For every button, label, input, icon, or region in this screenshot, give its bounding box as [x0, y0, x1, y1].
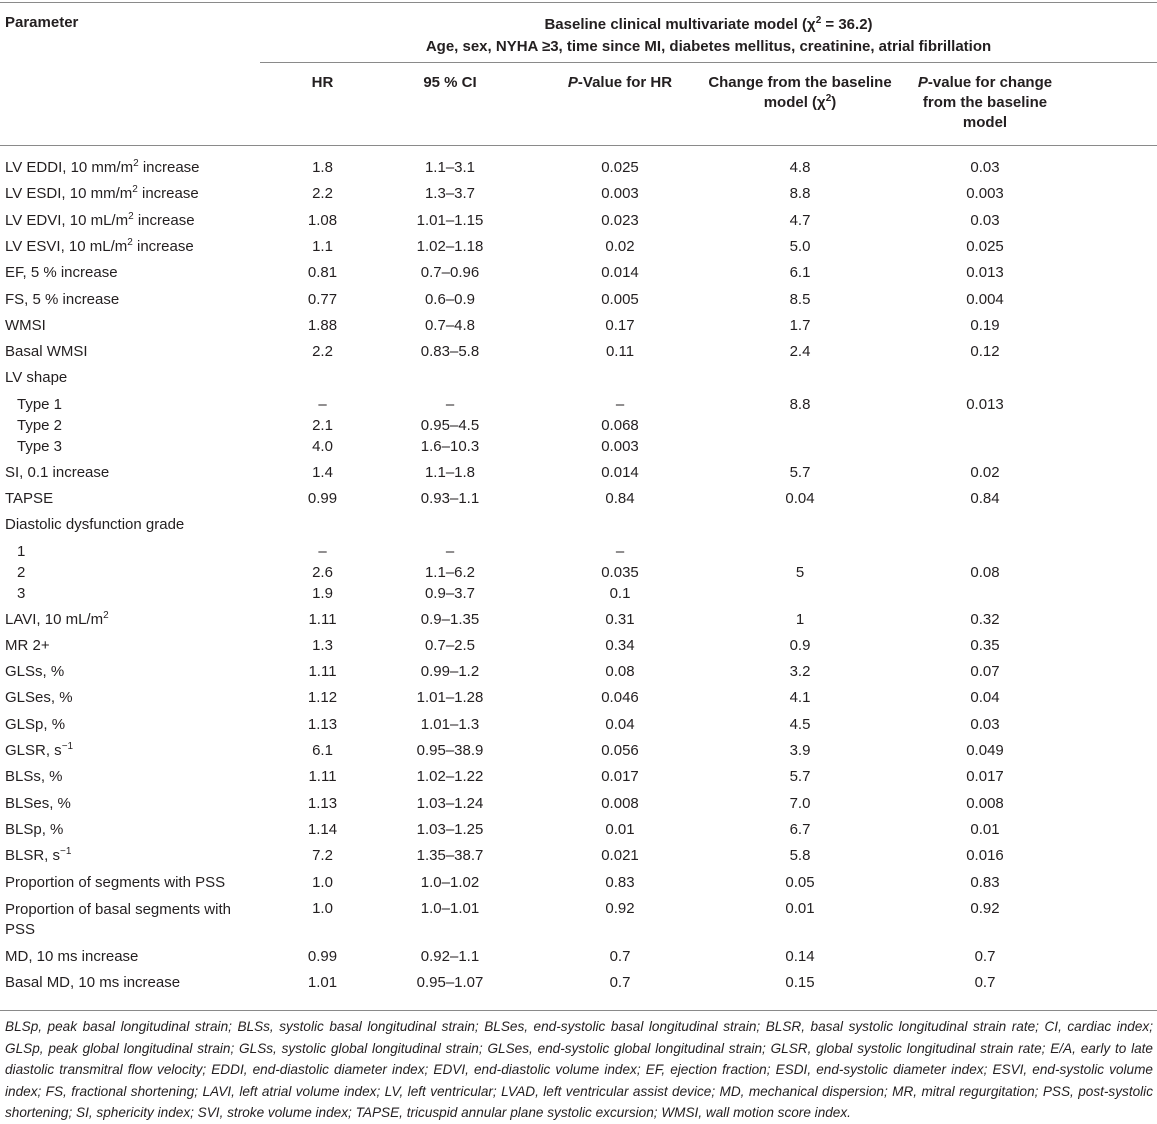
ci-value: 1.01–1.28 [416, 689, 484, 706]
ci-value: 0.95–4.5 [420, 417, 480, 434]
ci-value: 1.01–1.15 [416, 212, 484, 229]
row-parameter: Proportion of basal segments with PSS [5, 901, 231, 938]
ci-value: 0.99–1.2 [420, 663, 480, 680]
p-change-value: 0.83 [970, 874, 1000, 891]
p-value: 0.83 [605, 874, 635, 891]
p-value: 0.7 [609, 974, 631, 991]
p-value: 0.84 [605, 490, 635, 507]
p-change-value: 0.03 [970, 212, 1000, 229]
row-parameter: LV ESVI, 10 $mL/m^2$ increase [5, 237, 194, 255]
chi2-change-value: 1 [795, 611, 805, 628]
p-change-value: 0.03 [970, 159, 1000, 176]
hr-value: 1.4 [312, 464, 333, 481]
ci-value: 0.9–3.7 [424, 585, 476, 602]
p-value: 0.008 [601, 795, 639, 812]
row-parameter: LV shape [5, 369, 68, 386]
row-parameter: MR 2+ [5, 637, 50, 654]
p-value: 0.02 [605, 238, 635, 255]
p-change-value: 0.013 [966, 396, 1004, 413]
chi2-change-value: 4.5 [789, 716, 811, 733]
hr-value: – [318, 543, 327, 560]
chi2-change-value: 5.0 [789, 238, 811, 255]
chi2-change-value: 4.7 [789, 212, 811, 229]
p-change-value: 0.35 [970, 637, 1000, 654]
p-value: 0.31 [605, 611, 635, 628]
p-change-value: 0.12 [970, 343, 1000, 360]
table-row [0, 738, 1157, 764]
row-parameter: Basal WMSI [5, 343, 88, 360]
table-row [0, 155, 1157, 181]
model-header: Baseline clinical multivariate model $(\chi^2 = 36.2)$ Age, sex, NYHA ≥3, time since MI, diabetes mellitus, creatinine, atrial fibrillation [260, 14, 1157, 58]
hr-value: 2.1 [312, 417, 333, 434]
row-parameter: LV EDVI, 10 $mL/m^2$ increase [5, 211, 195, 229]
ci-value: 0.92–1.1 [420, 948, 480, 965]
table-row [0, 313, 1157, 339]
row-parameter: LV EDDI, 10 $mm/m^2$ increase [5, 158, 200, 176]
p-change-value: 0.08 [970, 564, 1000, 581]
hr-value: 1.13 [307, 716, 338, 733]
hr-value: 1.11 [308, 768, 337, 785]
p-change-value: 0.02 [970, 464, 1000, 481]
row-parameter: GLSs, % [5, 663, 65, 680]
table-row [0, 434, 1157, 460]
ci-value: 1.03–1.24 [416, 795, 484, 812]
bottom-rule [0, 1010, 1157, 1011]
p-change-value: 0.03 [970, 716, 1000, 733]
chi2-change-value: 6.1 [789, 264, 811, 281]
row-parameter: BLSp, % [5, 821, 64, 838]
hr-value: 4.0 [312, 438, 333, 455]
hr-value: 1.13 [307, 795, 338, 812]
change-column-header: Change from the baseline model $(\chi^2)$ [708, 74, 892, 111]
table-row [0, 817, 1157, 843]
ci-value: 1.0–1.02 [420, 874, 480, 891]
row-parameter-superscript: 2 [127, 237, 133, 248]
table-row [0, 181, 1157, 207]
chi2-change-value: 0.15 [785, 974, 815, 991]
table-row [0, 843, 1157, 869]
row-parameter: Type 1 [17, 396, 63, 413]
p-value: 0.017 [601, 768, 639, 785]
p-value: 0.068 [601, 417, 639, 434]
p-change-value: 0.07 [970, 663, 1000, 680]
chi2-change-value: 0.14 [785, 948, 815, 965]
p-change-value: 0.04 [970, 689, 1000, 706]
hr-column-header: HR [311, 74, 334, 91]
p-value: 0.014 [601, 464, 639, 481]
ci-value: 1.35–38.7 [416, 847, 484, 864]
p-value: 0.023 [601, 212, 639, 229]
p-change-value: 0.92 [970, 900, 1000, 917]
ci-value: 1.02–1.22 [416, 768, 484, 785]
hr-value: 1.8 [312, 159, 333, 176]
row-parameter: Type 3 [17, 438, 63, 455]
table-footnote: BLSp, peak basal longitudinal strain; BLSs, systolic basal longitudinal strain; BLSes, end-systolic basal longitudinal strain; BLSR, basal systolic longitudinal strain rate; CI, cardiac index; GLSp, peak global longitudinal strain; GLSs, systolic global longitudinal strain; GLSes, end-systolic global longitudinal strain; GLSR, global systolic longitudinal strain rate; E/A, early to late diastolic transmitral flow velocity; EDDI, end-diastolic diameter index; EDVI, end-diastolic volume index; EF, ejection fraction; ESDI, end-systolic diameter index; ESVI, end-systolic volume index; FS, fractional shortening; LAVI, left atrial volume index; LV, left ventricular; LVAD, left ventricular assist device; MD, mechanical dispersion; MR, mitral regurgitation; PSS, post-systolic shortening; SI, sphericity index; SVI, stroke volume index; TAPSE, tricuspid annular plane systolic excursion; WMSI, wall motion score index. [5, 1019, 1153, 1120]
p-change-value: 0.025 [966, 238, 1004, 255]
p-value: 0.014 [601, 264, 639, 281]
table-row [0, 659, 1157, 685]
row-parameter-superscript: −1 [60, 846, 72, 857]
chi2-change-value: 0.04 [785, 490, 815, 507]
p-value: – [615, 396, 625, 413]
p-value: 0.1 [609, 585, 631, 602]
table-row [0, 260, 1157, 286]
row-parameter: LAVI, 10 $mL/m^2$ [5, 610, 109, 628]
row-parameter: TAPSE [5, 490, 54, 507]
ci-value: 1.1–3.1 [424, 159, 476, 176]
table-row [0, 633, 1157, 659]
p-change-value: 0.016 [966, 847, 1004, 864]
chi2-change-value: 4.8 [789, 159, 811, 176]
p-change-column-header: P-value for change from the baseline model [917, 74, 1053, 131]
ci-value: 0.95–38.9 [416, 742, 484, 759]
ci-value: – [445, 396, 455, 413]
chi2-change-value: 8.8 [789, 396, 811, 413]
chi2-change-value: 0.05 [785, 874, 815, 891]
ci-value: 1.1–6.2 [424, 564, 476, 581]
table-row [0, 287, 1157, 313]
chi2-change-value: 3.2 [789, 663, 811, 680]
table-row [0, 460, 1157, 486]
row-parameter: BLSR, $s^{-1}$ [5, 846, 72, 864]
hr-value: 7.2 [312, 847, 333, 864]
row-parameter: Type 2 [17, 417, 63, 434]
hr-value: 1.9 [312, 585, 333, 602]
ci-value: 1.02–1.18 [416, 238, 484, 255]
table-row [0, 896, 1157, 940]
row-parameter: SI, 0.1 increase [5, 464, 110, 481]
hr-value: 1.08 [307, 212, 338, 229]
chi2-change-value: 1.7 [789, 317, 811, 334]
ci-value: 1.01–1.3 [420, 716, 480, 733]
p-value: 0.005 [601, 291, 639, 308]
row-parameter: BLSes, % [5, 795, 71, 812]
p-value: 0.056 [601, 742, 639, 759]
ci-value: 0.7–2.5 [424, 637, 476, 654]
hr-value: – [318, 396, 327, 413]
chi2-change-value: 5.7 [789, 768, 811, 785]
p-value: 0.04 [605, 716, 635, 733]
row-parameter: FS, 5 % increase [5, 291, 120, 308]
ci-value: 1.03–1.25 [416, 821, 484, 838]
row-parameter: WMSI [5, 317, 46, 334]
row-parameter-superscript: 2 [103, 610, 109, 621]
p-value: 0.7 [609, 948, 631, 965]
p-change-value: 0.7 [974, 948, 996, 965]
chi2-change-value: 0.9 [789, 637, 811, 654]
ci-value: 0.93–1.1 [420, 490, 480, 507]
table-row [0, 685, 1157, 711]
chi2-change-value: 8.8 [789, 185, 811, 202]
ci-column-header: 95 % CI [423, 74, 477, 91]
p-change-value: 0.84 [970, 490, 1000, 507]
p-value: 0.025 [601, 159, 639, 176]
hr-value: 1.11 [308, 611, 337, 628]
p-change-value: 0.008 [966, 795, 1004, 812]
p-change-value: 0.013 [966, 264, 1004, 281]
row-parameter: EF, 5 % increase [5, 264, 118, 281]
chi2-change-value: 3.9 [789, 742, 811, 759]
hr-value: 1.0 [312, 900, 333, 917]
p-change-value: 0.049 [966, 742, 1004, 759]
p-value-column-header: P-Value for HR [567, 74, 673, 91]
chi2-change-value: 5.8 [789, 847, 811, 864]
chi2-change-value: 6.7 [789, 821, 811, 838]
hr-value: 6.1 [312, 742, 333, 759]
hr-value: 2.6 [312, 564, 333, 581]
p-value: 0.003 [601, 438, 639, 455]
p-change-value: 0.32 [970, 611, 1000, 628]
row-parameter: GLSes, % [5, 689, 73, 706]
hr-value: 1.1 [312, 238, 333, 255]
row-parameter: Diastolic dysfunction grade [5, 516, 185, 533]
chi2-change-value: 2.4 [789, 343, 811, 360]
p-value: 0.11 [605, 343, 635, 360]
ci-value: 1.1–1.8 [424, 464, 476, 481]
p-change-value: 0.017 [966, 768, 1004, 785]
hr-value: 1.0 [312, 874, 333, 891]
hr-value: 1.88 [307, 317, 338, 334]
hr-value: 2.2 [312, 185, 333, 202]
chi2-change-value: 5.7 [789, 464, 811, 481]
ci-value: 1.0–1.01 [420, 900, 480, 917]
ci-value: 1.3–3.7 [424, 185, 476, 202]
subheader-rule [260, 62, 1157, 63]
row-parameter: GLSp, % [5, 716, 66, 733]
p-value: 0.035 [601, 564, 639, 581]
hr-value: 0.81 [307, 264, 338, 281]
hr-value: 0.99 [307, 948, 338, 965]
table-row [0, 764, 1157, 790]
header-bottom-rule [0, 145, 1157, 146]
chi2-change-value: 4.1 [789, 689, 811, 706]
row-parameter-superscript: 2 [133, 158, 139, 169]
hr-value: 1.01 [307, 974, 338, 991]
row-parameter: 3 [17, 585, 26, 602]
row-parameter: BLSs, % [5, 768, 63, 785]
table-row [0, 870, 1157, 896]
p-value: 0.34 [605, 637, 635, 654]
row-parameter: 1 [17, 543, 26, 560]
table-row [0, 581, 1157, 607]
table-row [0, 607, 1157, 633]
p-value: 0.003 [601, 185, 639, 202]
row-parameter: Proportion of segments with PSS [5, 874, 226, 891]
ci-value: 0.6–0.9 [424, 291, 476, 308]
p-value: – [615, 543, 625, 560]
row-parameter: Basal MD, 10 ms increase [5, 974, 181, 991]
table-row [0, 339, 1157, 365]
row-parameter: GLSR, $s^{-1}$ [5, 741, 74, 759]
table-row [0, 970, 1157, 996]
table-row [0, 944, 1157, 970]
p-value: 0.08 [605, 663, 635, 680]
ci-value: 1.6–10.3 [420, 438, 480, 455]
table-row [0, 208, 1157, 234]
table-row [0, 234, 1157, 260]
row-parameter-superscript: −1 [61, 741, 74, 752]
chi2-change-value: 7.0 [789, 795, 811, 812]
p-value: 0.92 [605, 900, 635, 917]
p-value: 0.046 [601, 689, 639, 706]
ci-value: 0.83–5.8 [420, 343, 480, 360]
row-parameter-superscript: 2 [128, 211, 134, 222]
p-change-value: 0.7 [974, 974, 996, 991]
top-rule [0, 2, 1157, 3]
hr-value: 1.14 [307, 821, 338, 838]
chi2-change-value: 8.5 [789, 291, 811, 308]
p-change-value: 0.004 [966, 291, 1004, 308]
table-row [0, 486, 1157, 512]
p-change-value: 0.01 [970, 821, 1000, 838]
hr-value: 0.99 [307, 490, 338, 507]
p-value: 0.17 [605, 317, 635, 334]
chi2-change-value: 0.01 [785, 900, 815, 917]
row-parameter: MD, 10 ms increase [5, 948, 139, 965]
hr-value: 1.11 [308, 663, 337, 680]
ci-value: 0.7–0.96 [420, 264, 480, 281]
chi2-change-value: 5 [795, 564, 805, 581]
ci-value: 0.95–1.07 [416, 974, 484, 991]
hr-value: 1.12 [307, 689, 338, 706]
hr-value: 2.2 [312, 343, 333, 360]
ci-value: 0.9–1.35 [420, 611, 480, 628]
p-change-value: 0.003 [966, 185, 1004, 202]
row-parameter-superscript: 2 [132, 184, 138, 195]
hr-value: 1.3 [312, 637, 333, 654]
p-value: 0.021 [601, 847, 639, 864]
model-covariates: Age, sex, NYHA ≥3, time since MI, diabetes mellitus, creatinine, atrial fibrillation [425, 38, 992, 55]
parameter-header: Parameter [5, 14, 79, 31]
row-parameter: LV ESDI, 10 $mm/m^2$ increase [5, 184, 199, 202]
p-change-value: 0.19 [970, 317, 1000, 334]
row-parameter: 2 [17, 564, 26, 581]
table-row [0, 712, 1157, 738]
hr-value: 0.77 [307, 291, 338, 308]
table-row [0, 791, 1157, 817]
p-value: 0.01 [605, 821, 635, 838]
table-row [0, 512, 1157, 538]
table-row [0, 365, 1157, 391]
ci-value: 0.7–4.8 [424, 317, 476, 334]
ci-value: – [445, 543, 455, 560]
